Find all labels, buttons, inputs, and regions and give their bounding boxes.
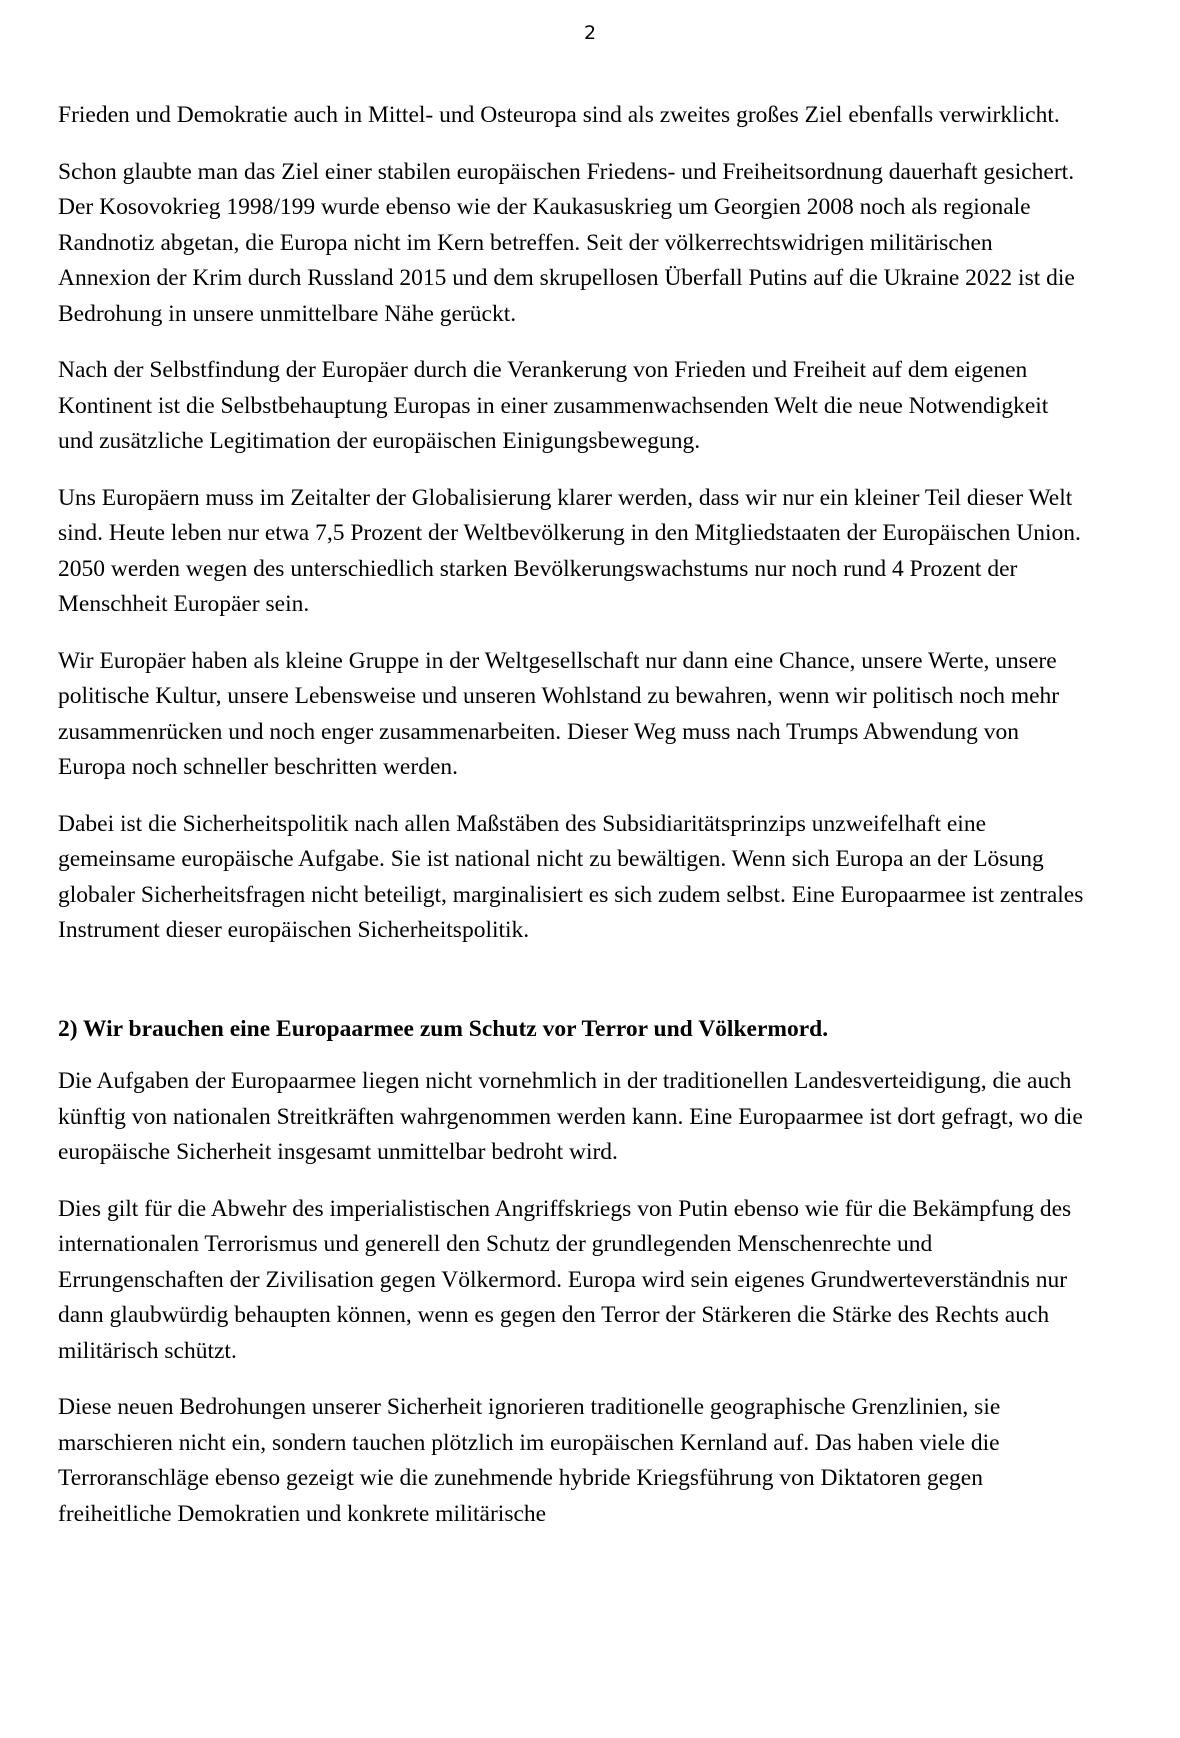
section-heading: 2) Wir brauchen eine Europaarmee zum Schutz vor Terror und Völkermord. (58, 1015, 829, 1042)
document-body (58, 98, 1088, 1553)
paragraph: Schon glaubte man das Ziel einer stabilen europäischen Friedens- und Freiheitsordnung dauerhaft gesichert. Der Kosovokrieg 1998/199 wurde ebenso wie der Kaukasuskrieg um Georgien 2008 noch als regionale Randnotiz abgetan, die Europa nicht im Kern betreffen. Seit der völkerrechtswidrigen militärischen Annexion der Krim durch Russland 2015 und dem skrupellosen Überfall Putins auf die Ukraine 2022 ist die Bedrohung in unsere unmittelbare Nähe gerückt. (58, 158, 1075, 327)
paragraph: Die Aufgaben der Europaarmee liegen nicht vornehmlich in der traditionellen Landesverteidigung, die auch künftig von nationalen Streitkräften wahrgenommen werden kann. Eine Europaarmee ist dort gefragt, wo die europäische Sicherheit insgesamt unmittelbar bedroht wird. (58, 1068, 1083, 1165)
paragraph: Diese neuen Bedrohungen unserer Sicherheit ignorieren traditionelle geographische Grenzlinien, sie marschieren nicht ein, sondern tauchen plötzlich im europäischen Kernland auf. Das haben viele die Terroranschläge ebenso gezeigt wie die zunehmende hybride Kriegsführung von Diktatoren gegen freiheitliche Demokratien und konkrete militärische (58, 1394, 1001, 1527)
paragraph: Dies gilt für die Abwehr des imperialistischen Angriffskriegs von Putin ebenso wie für die Bekämpfung des internationalen Terrorismus und generell den Schutz der grundlegenden Menschenrechte und Errungenschaften der Zivilisation gegen Völkermord. Europa wird sein eigenes Grundwerteverständnis nur dann glaubwürdig behaupten können, wenn es gegen den Terror der Stärkeren die Stärke des Rechts auch militärisch schützt. (58, 1195, 1072, 1364)
paragraph: Wir Europäer haben als kleine Gruppe in der Weltgesellschaft nur dann eine Chance, unsere Werte, unsere politische Kultur, unsere Lebensweise und unseren Wohlstand zu bewahren, wenn wir politisch noch mehr zusammenrücken und noch enger zusammenarbeiten. Dieser Weg muss nach Trumps Abwendung von Europa noch schneller beschritten werden. (58, 647, 1060, 780)
paragraph: Uns Europäern muss im Zeitalter der Globalisierung klarer werden, dass wir nur ein kleiner Teil dieser Welt sind. Heute leben nur etwa 7,5 Prozent der Weltbevölkerung in den Mitgliedstaaten der Europäischen Union. 2050 werden wegen des unterschiedlich starken Bevölkerungswachstums nur noch rund 4 Prozent der Menschheit Europäer sein. (58, 484, 1081, 617)
paragraph: Dabei ist die Sicherheitspolitik nach allen Maßstäben des Subsidiaritätsprinzips unzweifelhaft eine gemeinsame europäische Aufgabe. Sie ist national nicht zu bewältigen. Wenn sich Europa an der Lösung globaler Sicherheitsfragen nicht beteiligt, marginalisiert es sich zudem selbst. Eine Europaarmee ist zentrales Instrument dieser europäischen Sicherheitspolitik. (58, 810, 1084, 943)
paragraph: Nach der Selbstfindung der Europäer durch die Verankerung von Frieden und Freiheit auf dem eigenen Kontinent ist die Selbstbehauptung Europas in einer zusammenwachsenden Welt die neue Notwendigkeit und zusätzliche Legitimation der europäischen Einigungsbewegung. (58, 357, 1049, 454)
page-number: 2 (583, 22, 597, 44)
paragraph: Frieden und Demokratie auch in Mittel- und Osteuropa sind als zweites großes Ziel ebenfalls verwirklicht. (58, 102, 1060, 128)
